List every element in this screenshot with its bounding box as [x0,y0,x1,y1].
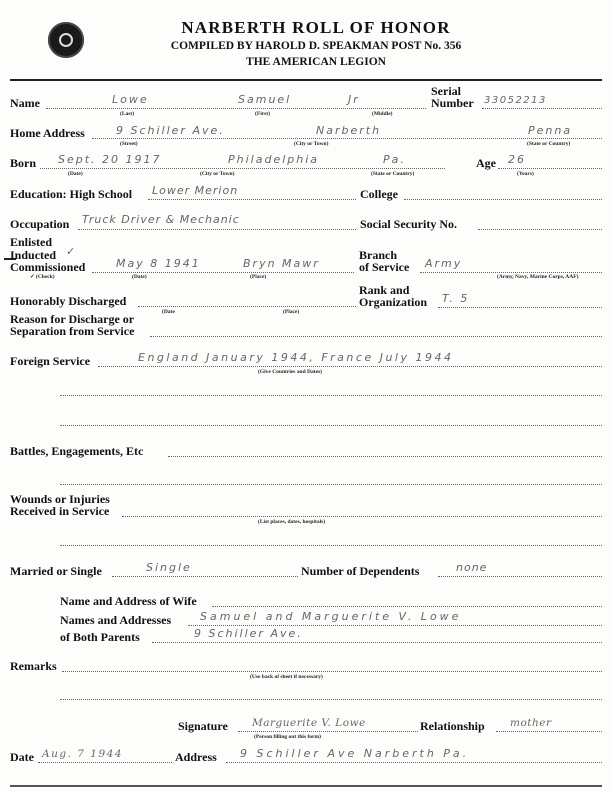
rank-line [438,307,602,308]
remarks-label: Remarks [10,659,57,673]
of-service-label: of Service [359,260,410,274]
name-line [46,108,426,109]
use-back-sublabel: (Use back of sheet if necessary) [250,674,323,680]
wounds-line-2 [60,545,602,546]
years-sublabel: (Years) [517,171,534,177]
foreign-service-field[interactable]: England January 1944, France July 1944 [138,351,454,364]
commissioned-label: Commissioned [10,260,86,274]
birth-city-field[interactable]: Philadelphia [228,153,320,166]
remarks-line [62,671,602,672]
first-name-field[interactable]: Samuel [238,93,292,106]
serial-line [482,108,602,109]
occupation-line [78,229,356,230]
remarks-line-2 [60,699,602,700]
age-field[interactable]: 26 [508,153,526,166]
parents-address-field[interactable]: 9 Schiller Ave. [194,627,303,640]
parents-line-1 [188,625,602,626]
wife-label: Name and Address of Wife [60,594,197,608]
rank-and-label: Rank and [359,283,410,297]
married-label: Married or Single [10,564,102,578]
home-address-line [92,138,602,139]
state-field[interactable]: Penna [528,124,573,137]
date-sublabel: (Date) [68,171,83,177]
foreign-service-line [98,366,602,367]
signature-label: Signature [178,719,228,733]
address-label: Address [175,750,217,764]
dependents-field[interactable]: none [456,561,488,574]
wounds-label-line2: Received in Service [10,504,110,518]
list-places-sublabel: (List places, dates, hospitals) [258,519,326,525]
address-field[interactable]: 9 Schiller Ave Narberth Pa. [240,747,470,760]
state-sublabel: (State or Country) [527,141,571,147]
city-sublabel: (City or Town) [294,141,329,147]
form-organization: THE AMERICAN LEGION [246,56,386,68]
place-sublabel: (Place) [283,309,300,315]
date-sublabel: (Date [162,309,175,315]
relationship-field[interactable]: mother [510,717,552,729]
wounds-label-line1: Wounds or Injuries [10,492,110,506]
number-label: Number [431,96,474,110]
form-title: NARBERTH ROLL OF HONOR [181,18,451,37]
state-sublabel: (State or Country) [371,171,415,177]
born-label: Born [10,156,37,170]
city-sublabel: (City or Town) [200,171,235,177]
battles-label: Battles, Engagements, Etc [10,444,144,458]
last-name-field[interactable]: Lowe [112,93,149,106]
service-date-field[interactable]: May 8 1941 [116,257,201,270]
date-label: Date [10,750,34,764]
foreign-service-line-2 [60,395,602,396]
serial-number-field[interactable]: 33052213 [484,95,547,106]
education-label: Education: High School [10,187,133,201]
wife-line [212,606,602,607]
place-sublabel: (Place) [250,274,267,280]
dependents-label: Number of Dependents [301,564,420,578]
discharged-label: Honorably Discharged [10,294,127,308]
footer-divider [10,785,602,787]
college-line [404,199,602,200]
service-place-field[interactable]: Bryn Mawr [243,257,320,270]
birth-state-field[interactable]: Pa. [383,153,406,166]
city-field[interactable]: Narberth [316,124,382,137]
college-label: College [360,187,398,201]
branch-field[interactable]: Army [425,257,463,270]
name-label: Name [10,96,40,110]
foreign-service-line-3 [60,425,602,426]
wounds-line [122,516,602,517]
serial-label: Serial [431,84,461,98]
birth-date-field[interactable]: Sept. 20 1917 [58,153,162,166]
person-filling-sublabel: (Person filling out this form) [254,734,321,740]
branch-options-sublabel: (Army, Navy, Marine Corps, AAF) [497,274,579,280]
married-line [112,576,298,577]
high-school-field[interactable]: Lower Merion [152,184,239,197]
foreign-service-label: Foreign Service [10,354,91,368]
last-sublabel: (Last) [120,111,135,117]
ssn-label: Social Security No. [360,217,457,231]
discharged-line [138,306,356,307]
occupation-field[interactable]: Truck Driver & Mechanic [82,213,240,226]
street-field[interactable]: 9 Schiller Ave. [116,124,225,137]
check-sublabel: ✓ (Check) [30,274,55,280]
form-subtitle: COMPILED BY HAROLD D. SPEAKMAN POST No. 356 [170,40,462,52]
age-line [498,168,602,169]
address-line [226,762,602,763]
reason-label-line2: Separation from Service [10,324,135,338]
occupation-label: Occupation [10,217,70,231]
parents-names-field[interactable]: Samuel and Marguerite V. Lowe [200,610,462,623]
service-entry-line [92,272,354,273]
high-school-line [148,199,356,200]
dependents-line [438,576,602,577]
relationship-label: Relationship [420,719,485,733]
parents-label-line2: of Both Parents [60,630,140,644]
marital-status-field[interactable]: Single [146,561,192,574]
battles-line-2 [60,484,602,485]
age-label: Age [476,156,496,170]
signature-field[interactable]: Marguerite V. Lowe [252,717,366,729]
relationship-line [496,731,602,732]
street-sublabel: (Street) [120,141,138,147]
home-address-label: Home Address [10,126,85,140]
ssn-line [478,229,602,230]
reason-label-line1: Reason for Discharge or [10,312,135,326]
date-line [38,762,172,763]
middle-sublabel: (Middle) [372,111,393,117]
rank-field[interactable]: T. 5 [442,292,470,305]
reason-line [150,336,602,337]
branch-line [420,272,602,273]
middle-name-field[interactable]: Jr [348,93,360,106]
inducted-check[interactable]: ✓ [66,245,76,258]
inducted-label: Inducted [10,248,57,262]
battles-line [168,456,602,457]
countries-dates-sublabel: (Give Countries and Dates) [258,369,323,375]
date-sublabel: (Date) [132,274,147,280]
organization-label: Organization [359,295,427,309]
branch-label: Branch [359,248,398,262]
header-divider [10,79,602,81]
date-field[interactable]: Aug. 7 1944 [42,748,123,760]
signature-line [238,731,418,732]
parents-line-2 [152,642,602,643]
parents-label-line1: Names and Addresses [60,613,172,627]
born-line [40,168,445,169]
first-sublabel: (First) [255,111,270,117]
enlisted-label: Enlisted [10,235,53,249]
